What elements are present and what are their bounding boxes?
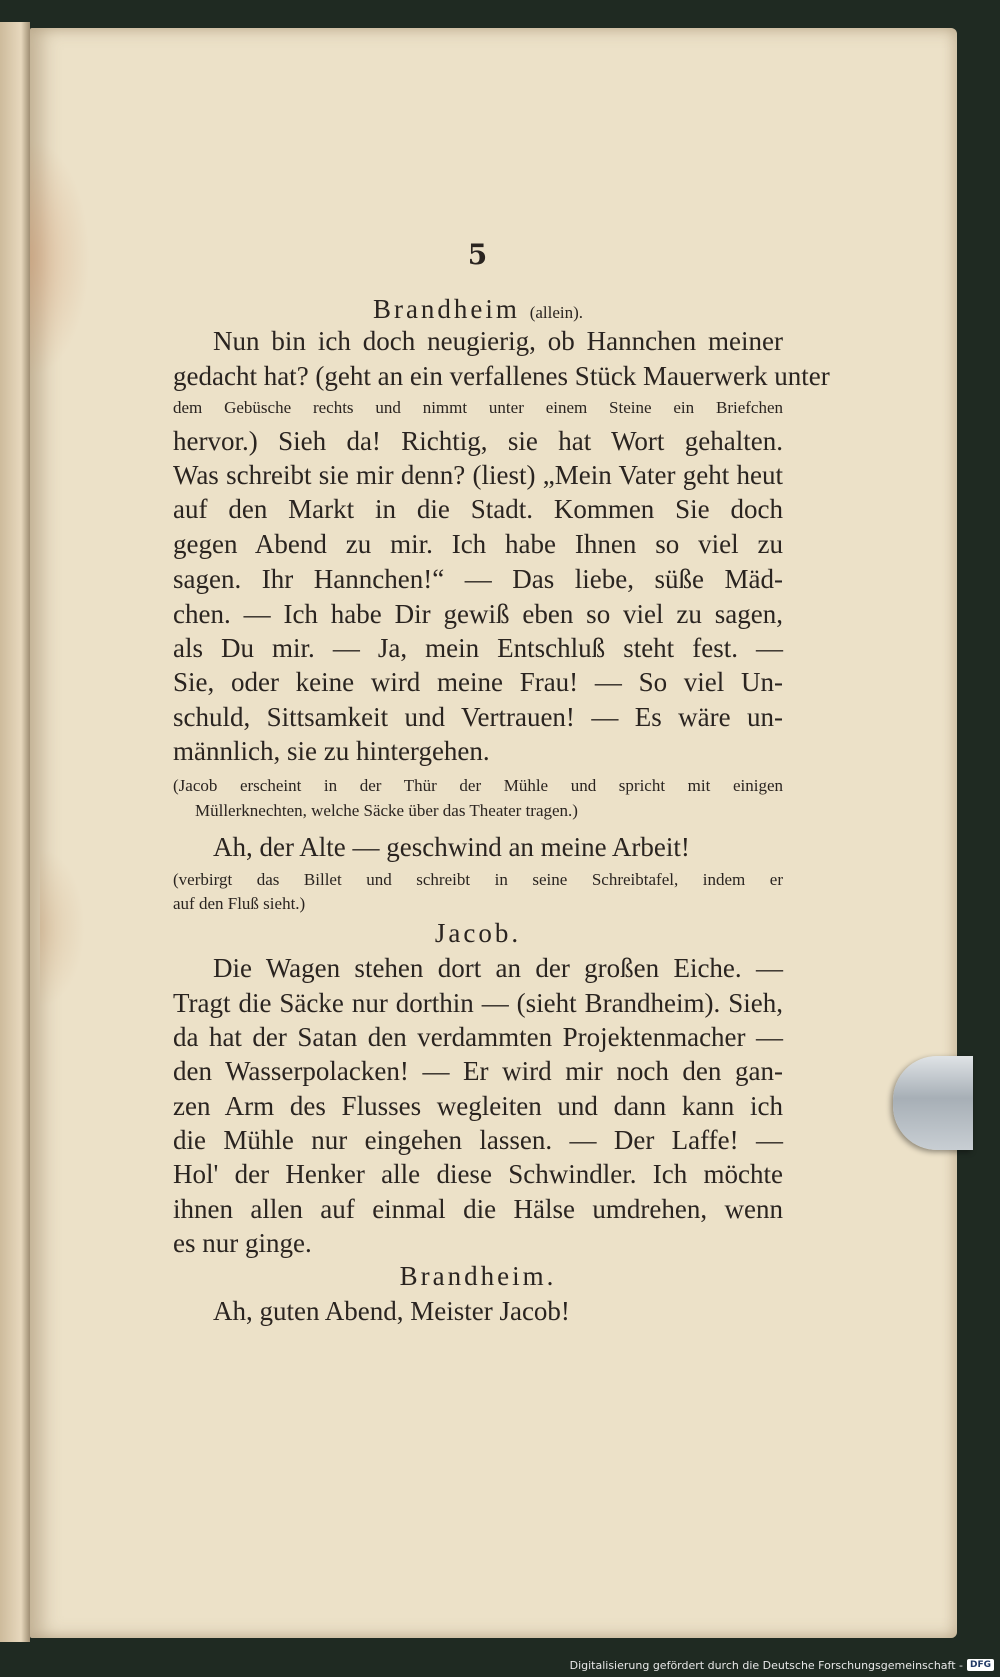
book-page — [30, 28, 957, 1638]
text-line: den Wasserpolacken! — Er wird mir noch den gan- — [173, 1056, 783, 1086]
stage-direction-line: dem Gebüsche rechts und nimmt unter einem Steine ein Briefchen — [173, 398, 783, 417]
speaker-name: Brandheim. — [399, 1261, 557, 1291]
text-line: schuld, Sittsamkeit und Vertrauen! — Es wäre un- — [173, 702, 783, 732]
text-line: sagen. Ihr Hannchen!“ — Das liebe, süße Mäd- — [173, 564, 783, 594]
text-line: Nun bin ich doch neugierig, ob Hannchen meiner — [213, 326, 783, 356]
speaker-heading — [173, 918, 783, 949]
text-line: chen. — Ich habe Dir gewiß eben so viel zu sagen, — [173, 599, 783, 629]
stage-direction-line: (verbirgt das Billet und schreibt in seine Schreibtafel, indem er — [173, 870, 783, 889]
page-stain — [30, 138, 90, 378]
text-line: Tragt die Säcke nur dorthin — (sieht Brandheim). Sieh, — [173, 988, 783, 1018]
dfg-logo: DFG — [967, 1659, 994, 1671]
facing-page-edge — [0, 22, 30, 1642]
speaker-name: Jacob. — [434, 918, 522, 948]
text-line: auf den Markt in die Stadt. Kommen Sie doch — [173, 494, 783, 524]
stage-direction-line: Müllerknechten, welche Säcke über das Theater tragen.) — [195, 801, 578, 820]
text-line: die Mühle nur eingehen lassen. — Der Laffe! — — [173, 1125, 783, 1155]
text-line: Ah, guten Abend, Meister Jacob! — [213, 1296, 570, 1326]
text-line: männlich, sie zu hintergehen. — [173, 736, 490, 766]
stage-direction-line: (Jacob erscheint in der Thür der Mühle und spricht mit einigen — [173, 776, 783, 795]
text-line: gegen Abend zu mir. Ich habe Ihnen so viel zu — [173, 529, 783, 559]
text-line: als Du mir. — Ja, mein Entschluß steht fest. — — [173, 633, 783, 663]
text-line: Was schreibt sie mir denn? (liest) „Mein Vater geht heut — [173, 460, 783, 490]
text-line: gedacht hat? (geht an ein verfallenes Stück Mauerwerk unter — [173, 361, 830, 391]
text-line: es nur ginge. — [173, 1228, 312, 1258]
text-line: zen Arm des Flusses wegleiten und dann kann ich — [173, 1091, 783, 1121]
page-number: 5 — [467, 238, 489, 271]
text-line: hervor.) Sieh da! Richtig, sie hat Wort gehalten. — [173, 426, 783, 456]
page-clip — [893, 1056, 973, 1150]
text-line: Ah, der Alte — geschwind an meine Arbeit! — [213, 832, 690, 862]
speaker-heading — [173, 1261, 783, 1292]
speaker-heading — [173, 294, 783, 325]
speaker-name: Brandheim — [372, 294, 520, 324]
digitization-footer — [570, 1657, 994, 1673]
footer-label: Digitalisierung gefördert durch die Deutsche Forschungsgemeinschaft - — [569, 1658, 963, 1672]
text-line: ihnen allen auf einmal die Hälse umdrehen, wenn — [173, 1194, 783, 1224]
text-line: Hol' der Henker alle diese Schwindler. Ich möchte — [173, 1159, 783, 1189]
text-line: da hat der Satan den verdammten Projektenmacher — — [173, 1022, 783, 1052]
stage-direction-line: auf den Fluß sieht.) — [173, 894, 306, 913]
text-line: Sie, oder keine wird meine Frau! — So viel Un- — [173, 667, 783, 697]
text-line: Die Wagen stehen dort an der großen Eiche. — — [213, 953, 783, 983]
speaker-note: (allein). — [529, 303, 584, 322]
page-stain — [40, 848, 85, 1008]
